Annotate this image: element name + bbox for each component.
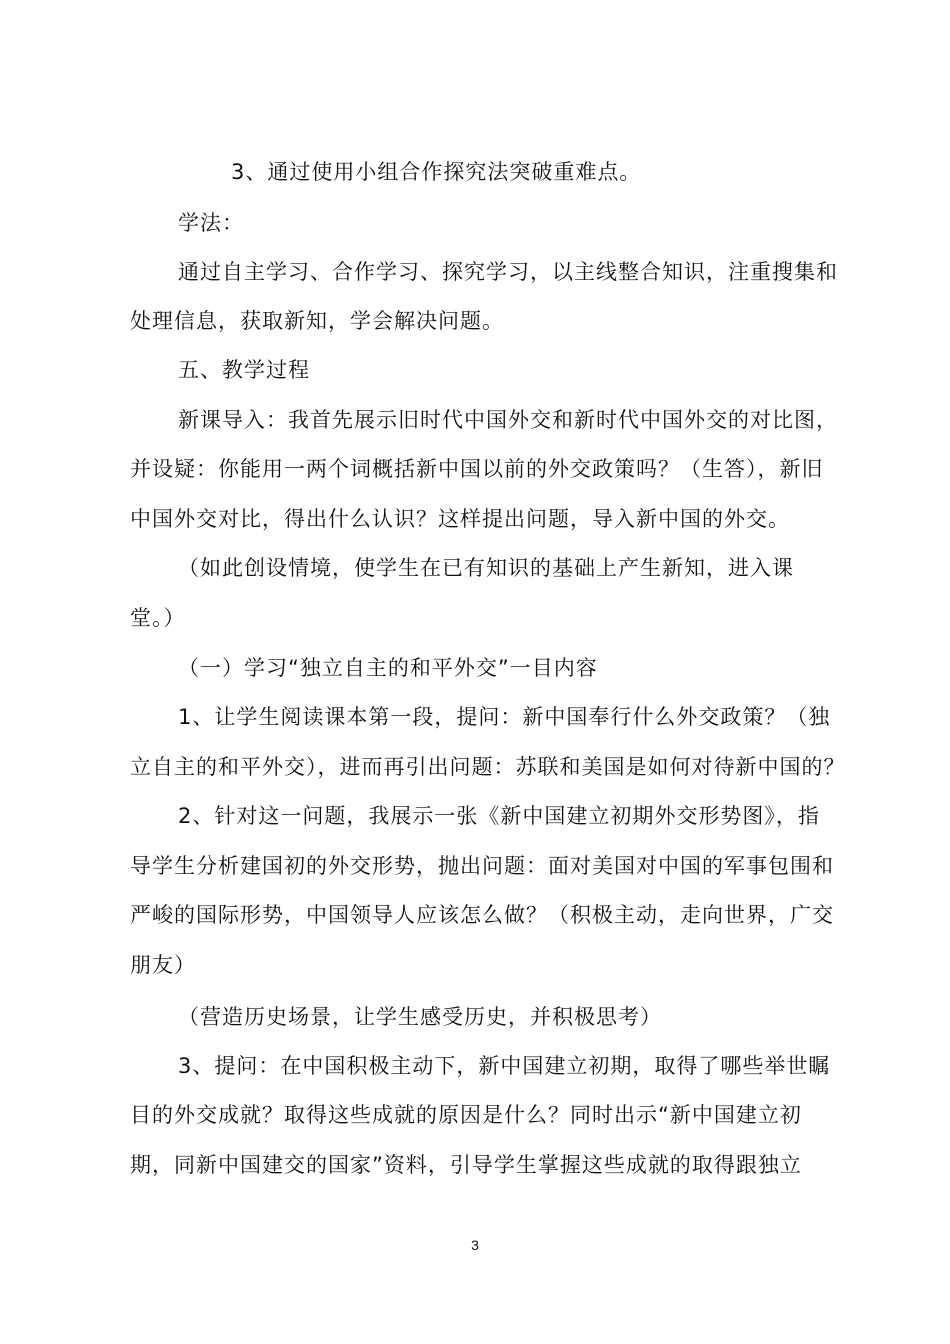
paragraph-line: 通过自主学习、合作学习、探究学习，以主线整合知识，注重搜集和 [178, 260, 838, 284]
paragraph-line: 3、通过使用小组合作探究法突破重难点。 [231, 160, 642, 184]
paragraph-line: （营造历史场景，让学生感受历史，并积极思考） [178, 1005, 662, 1029]
paragraph-line: 严峻的国际形势，中国领导人应该怎么做？（积极主动，走向世界，广交 [130, 903, 834, 927]
paragraph-line: 处理信息，获取新知，学会解决问题。 [130, 309, 504, 333]
paragraph-line: 3、提问：在中国积极主动下，新中国建立初期，取得了哪些举世瞩 [178, 1054, 831, 1078]
paragraph-line: 朋友） [130, 953, 196, 977]
section-heading: 五、教学过程 [178, 358, 310, 382]
paragraph-line: 中国外交对比，得出什么认识？这样提出问题，导入新中国的外交。 [130, 507, 790, 531]
paragraph-line: （如此创设情境，使学生在已有知识的基础上产生新知，进入课 [178, 556, 794, 580]
paragraph-line: 立自主的和平外交），进而再引出问题：苏联和美国是如何对待新中国的？ [130, 755, 846, 779]
paragraph-line: 堂。） [130, 606, 186, 630]
paragraph-line: 新课导入：我首先展示旧时代中国外交和新时代中国外交的对比图， [178, 408, 838, 432]
paragraph-line: 导学生分析建国初的外交形势，抛出问题：面对美国对中国的军事包围和 [130, 854, 834, 878]
subsection-heading: （一）学习“独立自主的和平外交”一目内容 [178, 656, 598, 680]
page-number: 3 [471, 1237, 479, 1253]
paragraph-line: 1、让学生阅读课本第一段，提问：新中国奉行什么外交政策？（独 [178, 705, 831, 729]
paragraph-line: 学法： [178, 211, 244, 235]
paragraph-line: 期，同新中国建交的国家”资料，引导学生掌握这些成就的取得跟独立 [130, 1153, 802, 1177]
paragraph-line: 目的外交成就？取得这些成就的原因是什么？同时出示“新中国建立初 [130, 1103, 802, 1127]
paragraph-line: 2、针对这一问题，我展示一张《新中国建立初期外交形势图》，指 [178, 804, 820, 828]
paragraph-line: 并设疑：你能用一两个词概括新中国以前的外交政策吗？（生答），新旧 [130, 457, 824, 481]
